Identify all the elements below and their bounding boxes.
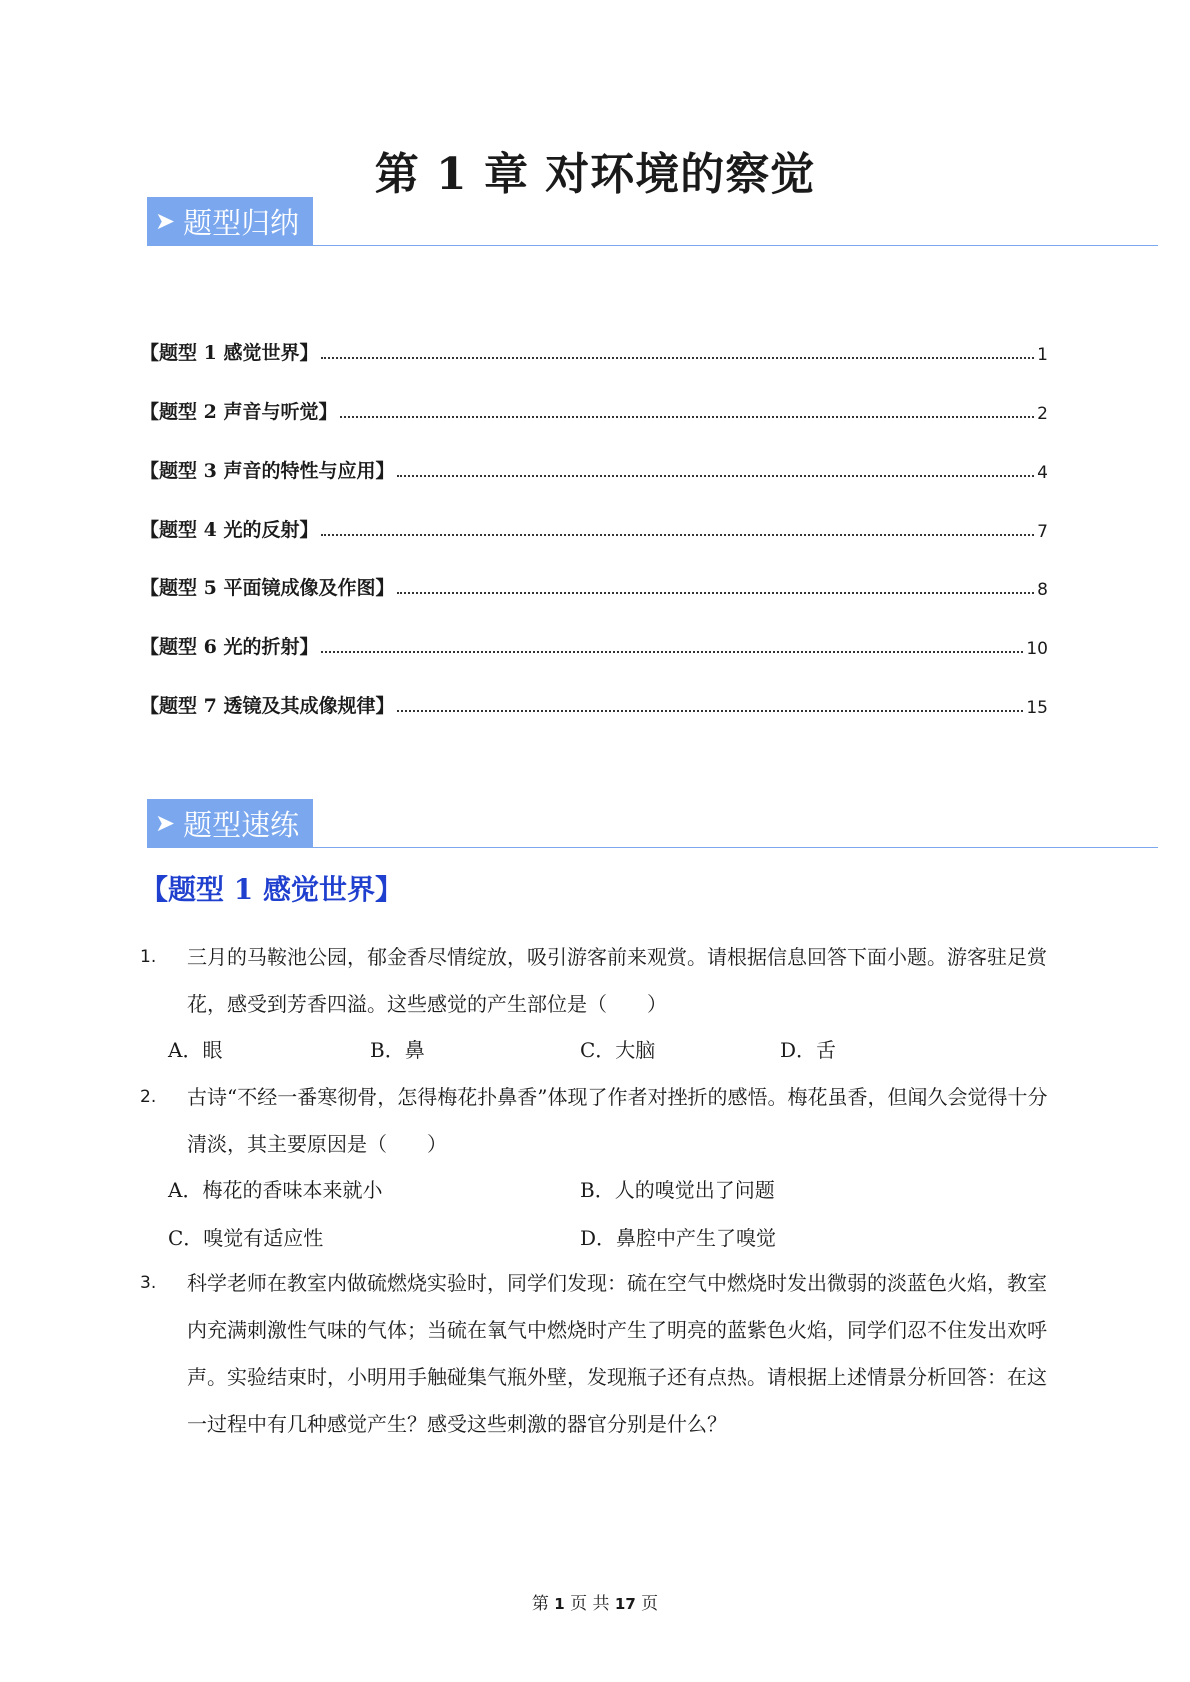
toc-entry[interactable] (140, 629, 1048, 659)
option-c[interactable]: C．嗅觉有适应性 (168, 1226, 324, 1250)
toc-label: 【题型 4 光的反射】 (140, 519, 319, 541)
option-d[interactable]: D．舌 (780, 1038, 837, 1062)
footer-total-pages: 17 (614, 1595, 636, 1613)
toc-leader (397, 591, 1034, 594)
question-1 (140, 934, 1055, 1028)
toc-label: 【题型 7 透镜及其成像规律】 (140, 695, 395, 717)
question-stem: 古诗“不经一番寒彻骨，怎得梅花扑鼻香”体现了作者对挫折的感悟。梅花虽香，但闻久会觉得十分清淡，其主要原因是（ ） (187, 1085, 1048, 1156)
page-title: 第 1 章 对环境的察觉 (374, 149, 816, 200)
toc-leader (340, 415, 1034, 418)
question-3 (140, 1260, 1055, 1448)
question-number: 2. (140, 1087, 157, 1107)
section-title: 题型归纳 (183, 205, 300, 240)
toc-page: 1 (1037, 345, 1048, 365)
option-d[interactable]: D．鼻腔中产生了嗅觉 (580, 1226, 777, 1250)
option-a[interactable]: A．梅花的香味本来就小 (168, 1178, 383, 1202)
question-number: 1. (140, 947, 157, 967)
option-b[interactable]: B．鼻 (370, 1038, 425, 1062)
section-bar-practice (147, 799, 1158, 851)
section-tab-summary (147, 197, 313, 245)
toc-leader (397, 709, 1023, 712)
toc-label: 【题型 5 平面镜成像及作图】 (140, 577, 395, 599)
question-number: 3. (140, 1273, 157, 1293)
option-a[interactable]: A．眼 (168, 1038, 223, 1062)
toc-entry[interactable] (140, 335, 1048, 365)
toc-label: 【题型 2 声音与听觉】 (140, 401, 338, 423)
section-bar-summary (147, 197, 1158, 249)
toc-label: 【题型 1 感觉世界】 (140, 342, 319, 364)
question-stem: 科学老师在教室内做硫燃烧实验时，同学们发现：硫在空气中燃烧时发出微弱的淡蓝色火焰，教室内充满刺激性气味的气体；当硫在氧气中燃烧时产生了明亮的蓝紫色火焰，同学们忍不住发出欢呼声。实验结束时，小明用手触碰集气瓶外壁，发现瓶子还有点热。请根据上述情景分析回答：在这一过程中有几种感觉产生？感受这些刺激的器官分别是什么？ (187, 1271, 1047, 1436)
toc-label: 【题型 3 声音的特性与应用】 (140, 460, 395, 482)
toc-leader (321, 356, 1034, 359)
toc-entry[interactable] (140, 570, 1048, 600)
question-stem: 三月的马鞍池公园，郁金香尽情绽放，吸引游客前来观赏。请根据信息回答下面小题。游客驻足赏花，感受到芳香四溢。这些感觉的产生部位是（ ） (187, 945, 1047, 1016)
arrow-icon: ➤ (155, 207, 176, 235)
toc-page: 2 (1037, 404, 1048, 424)
toc-entry[interactable] (140, 453, 1048, 483)
toc-page: 8 (1037, 580, 1048, 600)
option-c[interactable]: C．大脑 (580, 1038, 656, 1062)
question-2 (140, 1074, 1055, 1168)
toc-page: 10 (1026, 639, 1048, 659)
toc-label: 【题型 6 光的折射】 (140, 636, 319, 658)
footer-mid: 页 共 (570, 1594, 610, 1614)
section-rule (147, 245, 1158, 246)
toc-entry[interactable] (140, 688, 1048, 718)
toc-page: 15 (1026, 698, 1048, 718)
arrow-icon: ➤ (155, 809, 176, 837)
option-b[interactable]: B．人的嗅觉出了问题 (580, 1178, 775, 1202)
toc-page: 4 (1037, 463, 1048, 483)
footer-current-page: 1 (554, 1595, 565, 1613)
section-rule (147, 847, 1158, 848)
page-footer (0, 1589, 1190, 1614)
toc-leader (321, 533, 1034, 536)
toc-entry[interactable] (140, 394, 1048, 424)
section-title: 题型速练 (183, 807, 300, 842)
footer-page-word: 第 (531, 1594, 549, 1614)
section-tab-practice (147, 799, 313, 847)
toc-entry[interactable] (140, 512, 1048, 542)
question-type-heading: 【题型 1 感觉世界】 (140, 873, 403, 906)
toc-leader (321, 650, 1023, 653)
toc-page: 7 (1037, 522, 1048, 542)
toc-leader (397, 474, 1034, 477)
footer-end: 页 (641, 1594, 659, 1614)
